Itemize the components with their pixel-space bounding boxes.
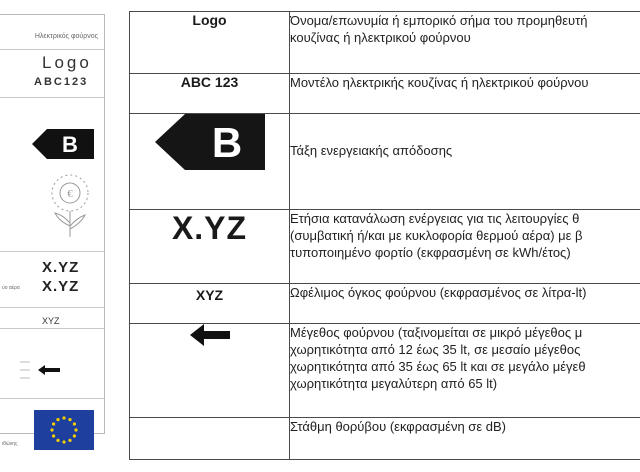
divider bbox=[0, 328, 104, 329]
symbol-cell bbox=[130, 12, 290, 74]
symbol-cell bbox=[130, 324, 290, 418]
symbol-model: ABC 123 bbox=[180, 74, 239, 90]
description-line: Μοντέλο ηλεκτρικής κουζίνας ή ηλεκτρικού φούρνου bbox=[290, 75, 589, 90]
symbol-cell bbox=[130, 114, 290, 210]
symbol-class-letter: B bbox=[211, 119, 242, 166]
description-cell bbox=[290, 210, 640, 284]
label-volume: XYZ bbox=[42, 316, 60, 326]
symbol-cell bbox=[130, 210, 290, 284]
label-logo: Logo bbox=[42, 53, 92, 72]
label-class-letter: B bbox=[62, 132, 78, 157]
description-line: (συμβατική ή/και με κυκλοφορία θερμού αέρα) με β bbox=[290, 228, 583, 243]
description-line: χωρητικότητα μεγαλύτερη από 65 lt) bbox=[290, 376, 498, 391]
divider bbox=[0, 97, 104, 98]
description-line: Στάθμη θορύβου (εκφρασμένη σε dB) bbox=[290, 419, 506, 434]
table-row bbox=[130, 284, 640, 324]
symbol-logo: Logo bbox=[192, 12, 227, 28]
label-footer-text: ιθώνης bbox=[2, 441, 18, 447]
label-energy-value: X.YZ bbox=[42, 278, 80, 295]
description-line: κουζίνας ή ηλεκτρικού φούρνου bbox=[290, 30, 471, 45]
description-line: τυποποιημένο φορτίο (εκφρασμένη σε kWh/έτος) bbox=[290, 245, 571, 260]
symbol-cell bbox=[130, 74, 290, 114]
size-arrow-icon bbox=[190, 324, 230, 346]
table-row bbox=[130, 418, 640, 460]
label-energy-sublabel: ύο αέρα bbox=[2, 285, 20, 291]
size-arrow-icon bbox=[38, 365, 60, 375]
divider bbox=[0, 251, 104, 252]
divider bbox=[0, 398, 104, 399]
table-row bbox=[130, 210, 640, 284]
symbol-energy-consumption: X.YZ bbox=[171, 210, 248, 246]
label-energy-value: X.YZ bbox=[42, 259, 80, 276]
energy-class-arrow-icon bbox=[155, 114, 265, 170]
energy-class-arrow-icon bbox=[32, 129, 94, 159]
eu-ecolabel-flower-icon bbox=[45, 171, 95, 241]
description-line: Τάξη ενεργειακής απόδοσης bbox=[290, 143, 453, 158]
description-line: Όνομα/επωνυμία ή εμπορικό σήμα του προμηθευτή bbox=[290, 13, 588, 28]
label-header: Ηλεκτρικός φούρνος bbox=[34, 33, 98, 40]
symbol-cell bbox=[130, 418, 290, 460]
divider bbox=[0, 307, 104, 308]
description-cell bbox=[290, 324, 640, 418]
symbol-cell bbox=[130, 284, 290, 324]
description-cell bbox=[290, 74, 640, 114]
description-cell bbox=[290, 418, 640, 460]
description-cell bbox=[290, 12, 640, 74]
label-model: ABC123 bbox=[34, 76, 89, 88]
divider bbox=[0, 49, 104, 50]
eu-flag-icon bbox=[34, 410, 94, 450]
table-row bbox=[130, 324, 640, 418]
table-row bbox=[130, 114, 640, 210]
symbol-volume: XYZ bbox=[195, 287, 224, 303]
description-line: χωρητικότητα από 35 έως 65 lt και σε μεγάλο μέγεθ bbox=[290, 359, 586, 374]
description-line: χωρητικότητα από 12 έως 35 lt, σε μεσαίο μέγεθος bbox=[290, 342, 581, 357]
description-cell bbox=[290, 114, 640, 210]
description-line: Μέγεθος φούρνου (ταξινομείται σε μικρό μέγεθος μ bbox=[290, 325, 583, 340]
size-scale-icon bbox=[20, 359, 32, 381]
table-row bbox=[130, 74, 640, 114]
description-cell bbox=[290, 284, 640, 324]
description-line: Ωφέλιμος όγκος φούρνου (εκφρασμένος σε λίτρα-lt) bbox=[290, 285, 587, 300]
label-explanation-table bbox=[129, 11, 640, 460]
description-line: Ετήσια κατανάλωση ενέργειας για τις λειτουργίες θ bbox=[290, 211, 580, 226]
svg-text:€: € bbox=[67, 188, 73, 200]
energy-label-thumbnail bbox=[0, 14, 105, 447]
table-row bbox=[130, 12, 640, 74]
